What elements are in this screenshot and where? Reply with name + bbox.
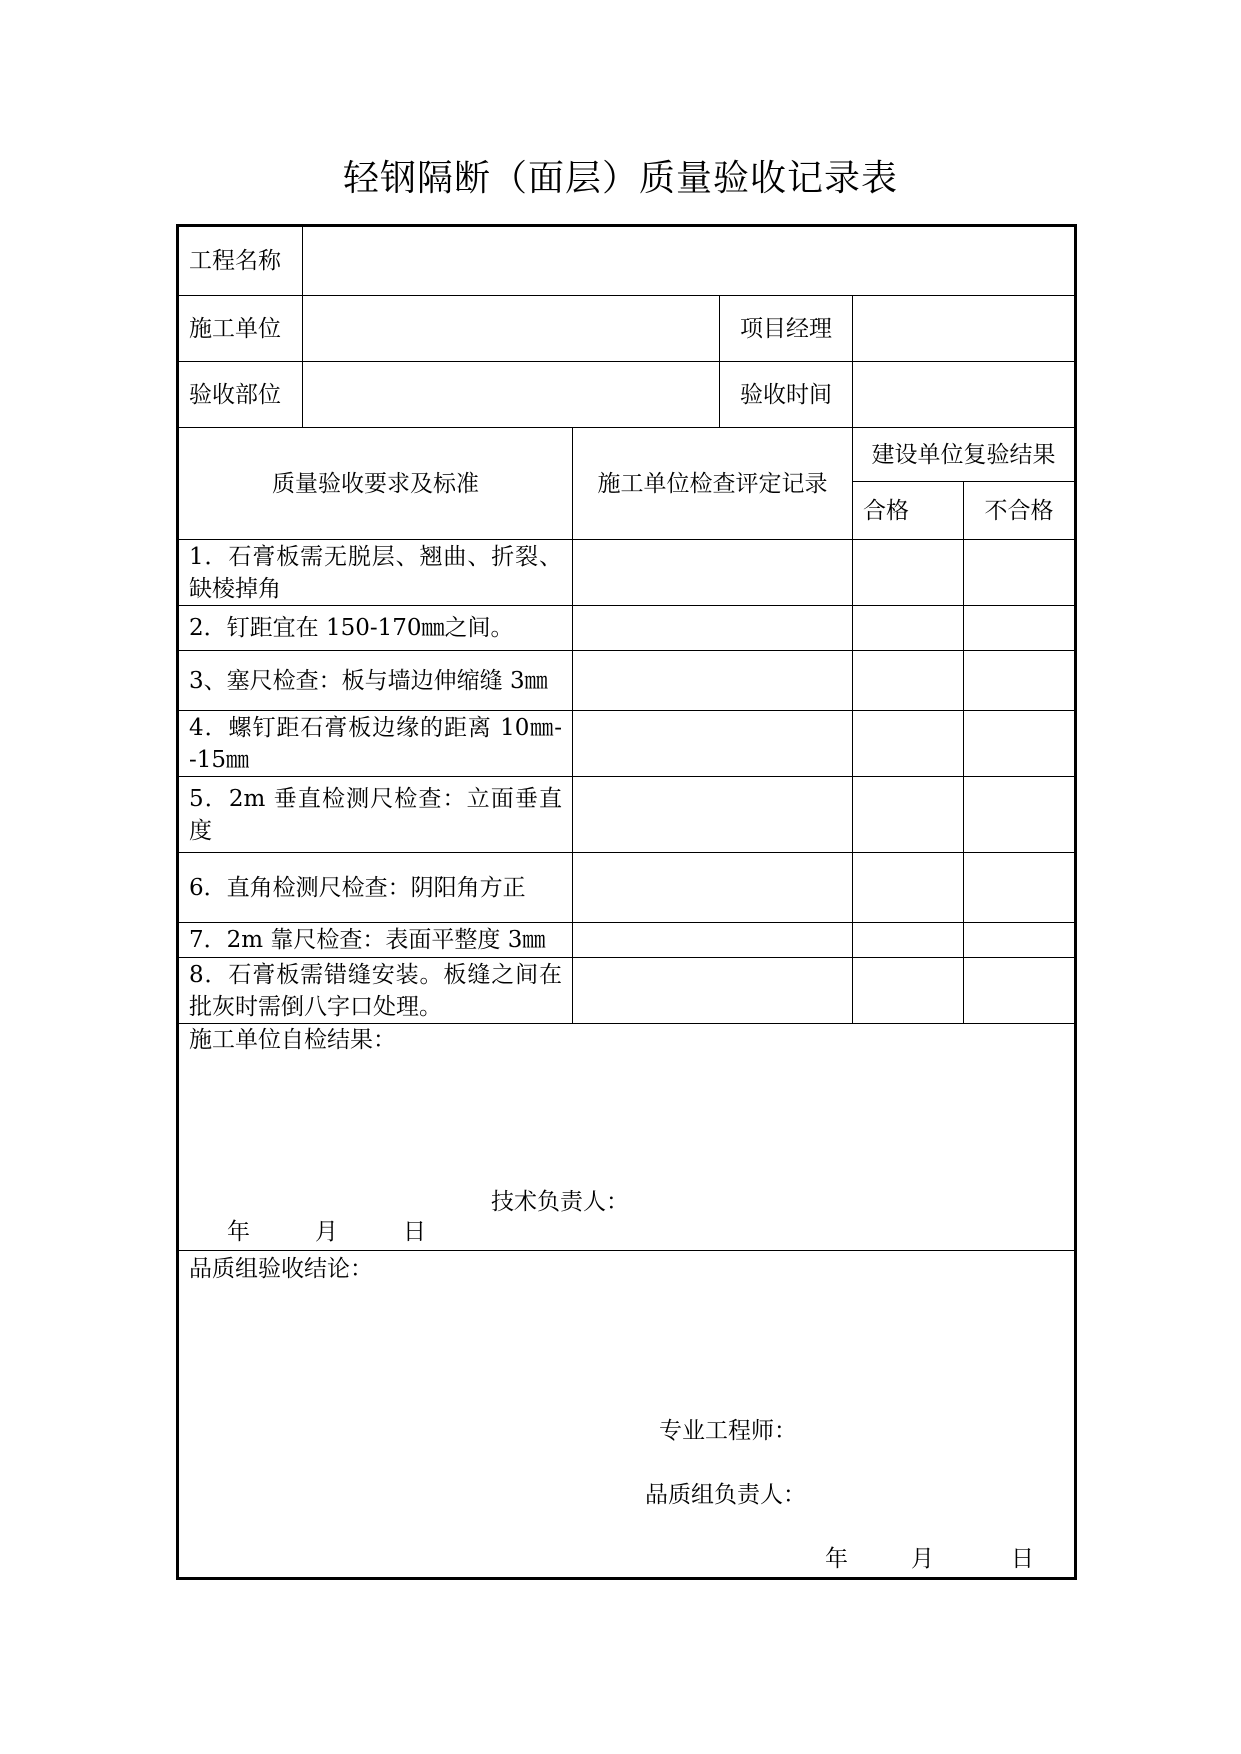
- contractor-field[interactable]: [303, 296, 720, 362]
- self-check-year-label: 年: [227, 1219, 250, 1245]
- table-row: [178, 540, 1076, 606]
- self-check-block[interactable]: [178, 1024, 1076, 1251]
- contractor-record-cell[interactable]: [573, 540, 853, 606]
- table-row: [178, 923, 1076, 958]
- contractor-record-cell[interactable]: [573, 777, 853, 853]
- requirement-item: 8．石膏板需错缝安装。板缝之间在批灰时需倒八字口处理。: [178, 958, 573, 1024]
- owner-recheck-header: 建设单位复验结果: [853, 428, 1076, 482]
- requirement-item: 6．直角检测尺检查：阴阳角方正: [178, 853, 573, 923]
- contractor-label: 施工单位: [178, 296, 303, 362]
- fail-cell[interactable]: [964, 711, 1076, 777]
- project-manager-label: 项目经理: [720, 296, 853, 362]
- tech-lead-signature-label: 技术负责人：: [491, 1189, 629, 1215]
- professional-engineer-label: 专业工程师：: [659, 1418, 797, 1444]
- requirement-item: 1．石膏板需无脱层、翘曲、折裂、缺棱掉角: [178, 540, 573, 606]
- quality-group-block[interactable]: [178, 1251, 1076, 1579]
- quality-month-label: 月: [911, 1546, 934, 1572]
- project-manager-field[interactable]: [853, 296, 1076, 362]
- location-label: 验收部位: [178, 362, 303, 428]
- contractor-record-cell[interactable]: [573, 711, 853, 777]
- fail-cell[interactable]: [964, 853, 1076, 923]
- contractor-record-header: 施工单位检查评定记录: [573, 428, 853, 540]
- quality-day-label: 日: [1011, 1546, 1034, 1572]
- fail-cell[interactable]: [964, 540, 1076, 606]
- requirement-item: 2．钉距宜在 150-170㎜之间。: [178, 606, 573, 651]
- pass-cell[interactable]: [853, 606, 964, 651]
- project-name-row: [178, 226, 1076, 296]
- quality-group-label: 品质组验收结论：: [189, 1256, 373, 1282]
- requirement-item: 7．2m 靠尺检查：表面平整度 3㎜: [178, 923, 573, 958]
- quality-year-label: 年: [825, 1546, 848, 1572]
- self-check-month-label: 月: [315, 1219, 338, 1245]
- requirement-item: 4．螺钉距石膏板边缘的距离 10㎜--15㎜: [178, 711, 573, 777]
- contractor-record-cell[interactable]: [573, 853, 853, 923]
- pass-cell[interactable]: [853, 853, 964, 923]
- inspection-form-table: [176, 224, 1077, 1580]
- fail-cell[interactable]: [964, 958, 1076, 1024]
- self-check-label: 施工单位自检结果：: [189, 1027, 396, 1053]
- quality-group-leader-label: 品质组负责人：: [645, 1482, 806, 1508]
- contractor-record-cell[interactable]: [573, 651, 853, 711]
- page-title: 轻钢隔断（面层）质量验收记录表: [342, 158, 898, 199]
- quality-group-row: [178, 1251, 1076, 1579]
- requirement-item: 5．2m 垂直检测尺检查：立面垂直度: [178, 777, 573, 853]
- requirement-item: 3、塞尺检查：板与墙边伸缩缝 3㎜: [178, 651, 573, 711]
- location-field[interactable]: [303, 362, 720, 428]
- pass-cell[interactable]: [853, 958, 964, 1024]
- contractor-record-cell[interactable]: [573, 958, 853, 1024]
- table-row: [178, 958, 1076, 1024]
- project-name-field[interactable]: [303, 226, 1076, 296]
- table-row: [178, 711, 1076, 777]
- fail-cell[interactable]: [964, 777, 1076, 853]
- table-row: [178, 853, 1076, 923]
- contractor-record-cell[interactable]: [573, 923, 853, 958]
- self-check-row: [178, 1024, 1076, 1251]
- project-name-label: 工程名称: [178, 226, 303, 296]
- pass-cell[interactable]: [853, 651, 964, 711]
- inspection-time-field[interactable]: [853, 362, 1076, 428]
- fail-cell[interactable]: [964, 651, 1076, 711]
- fail-header: 不合格: [964, 482, 1076, 540]
- location-row: [178, 362, 1076, 428]
- table-row: [178, 651, 1076, 711]
- table-row: [178, 777, 1076, 853]
- self-check-day-label: 日: [403, 1219, 426, 1245]
- contractor-record-cell[interactable]: [573, 606, 853, 651]
- pass-header: 合格: [853, 482, 964, 540]
- column-header-row: [178, 428, 1076, 482]
- inspection-time-label: 验收时间: [720, 362, 853, 428]
- pass-cell[interactable]: [853, 540, 964, 606]
- pass-cell[interactable]: [853, 711, 964, 777]
- pass-cell[interactable]: [853, 923, 964, 958]
- table-row: [178, 606, 1076, 651]
- fail-cell[interactable]: [964, 606, 1076, 651]
- pass-cell[interactable]: [853, 777, 964, 853]
- requirements-header: 质量验收要求及标准: [178, 428, 573, 540]
- fail-cell[interactable]: [964, 923, 1076, 958]
- contractor-row: [178, 296, 1076, 362]
